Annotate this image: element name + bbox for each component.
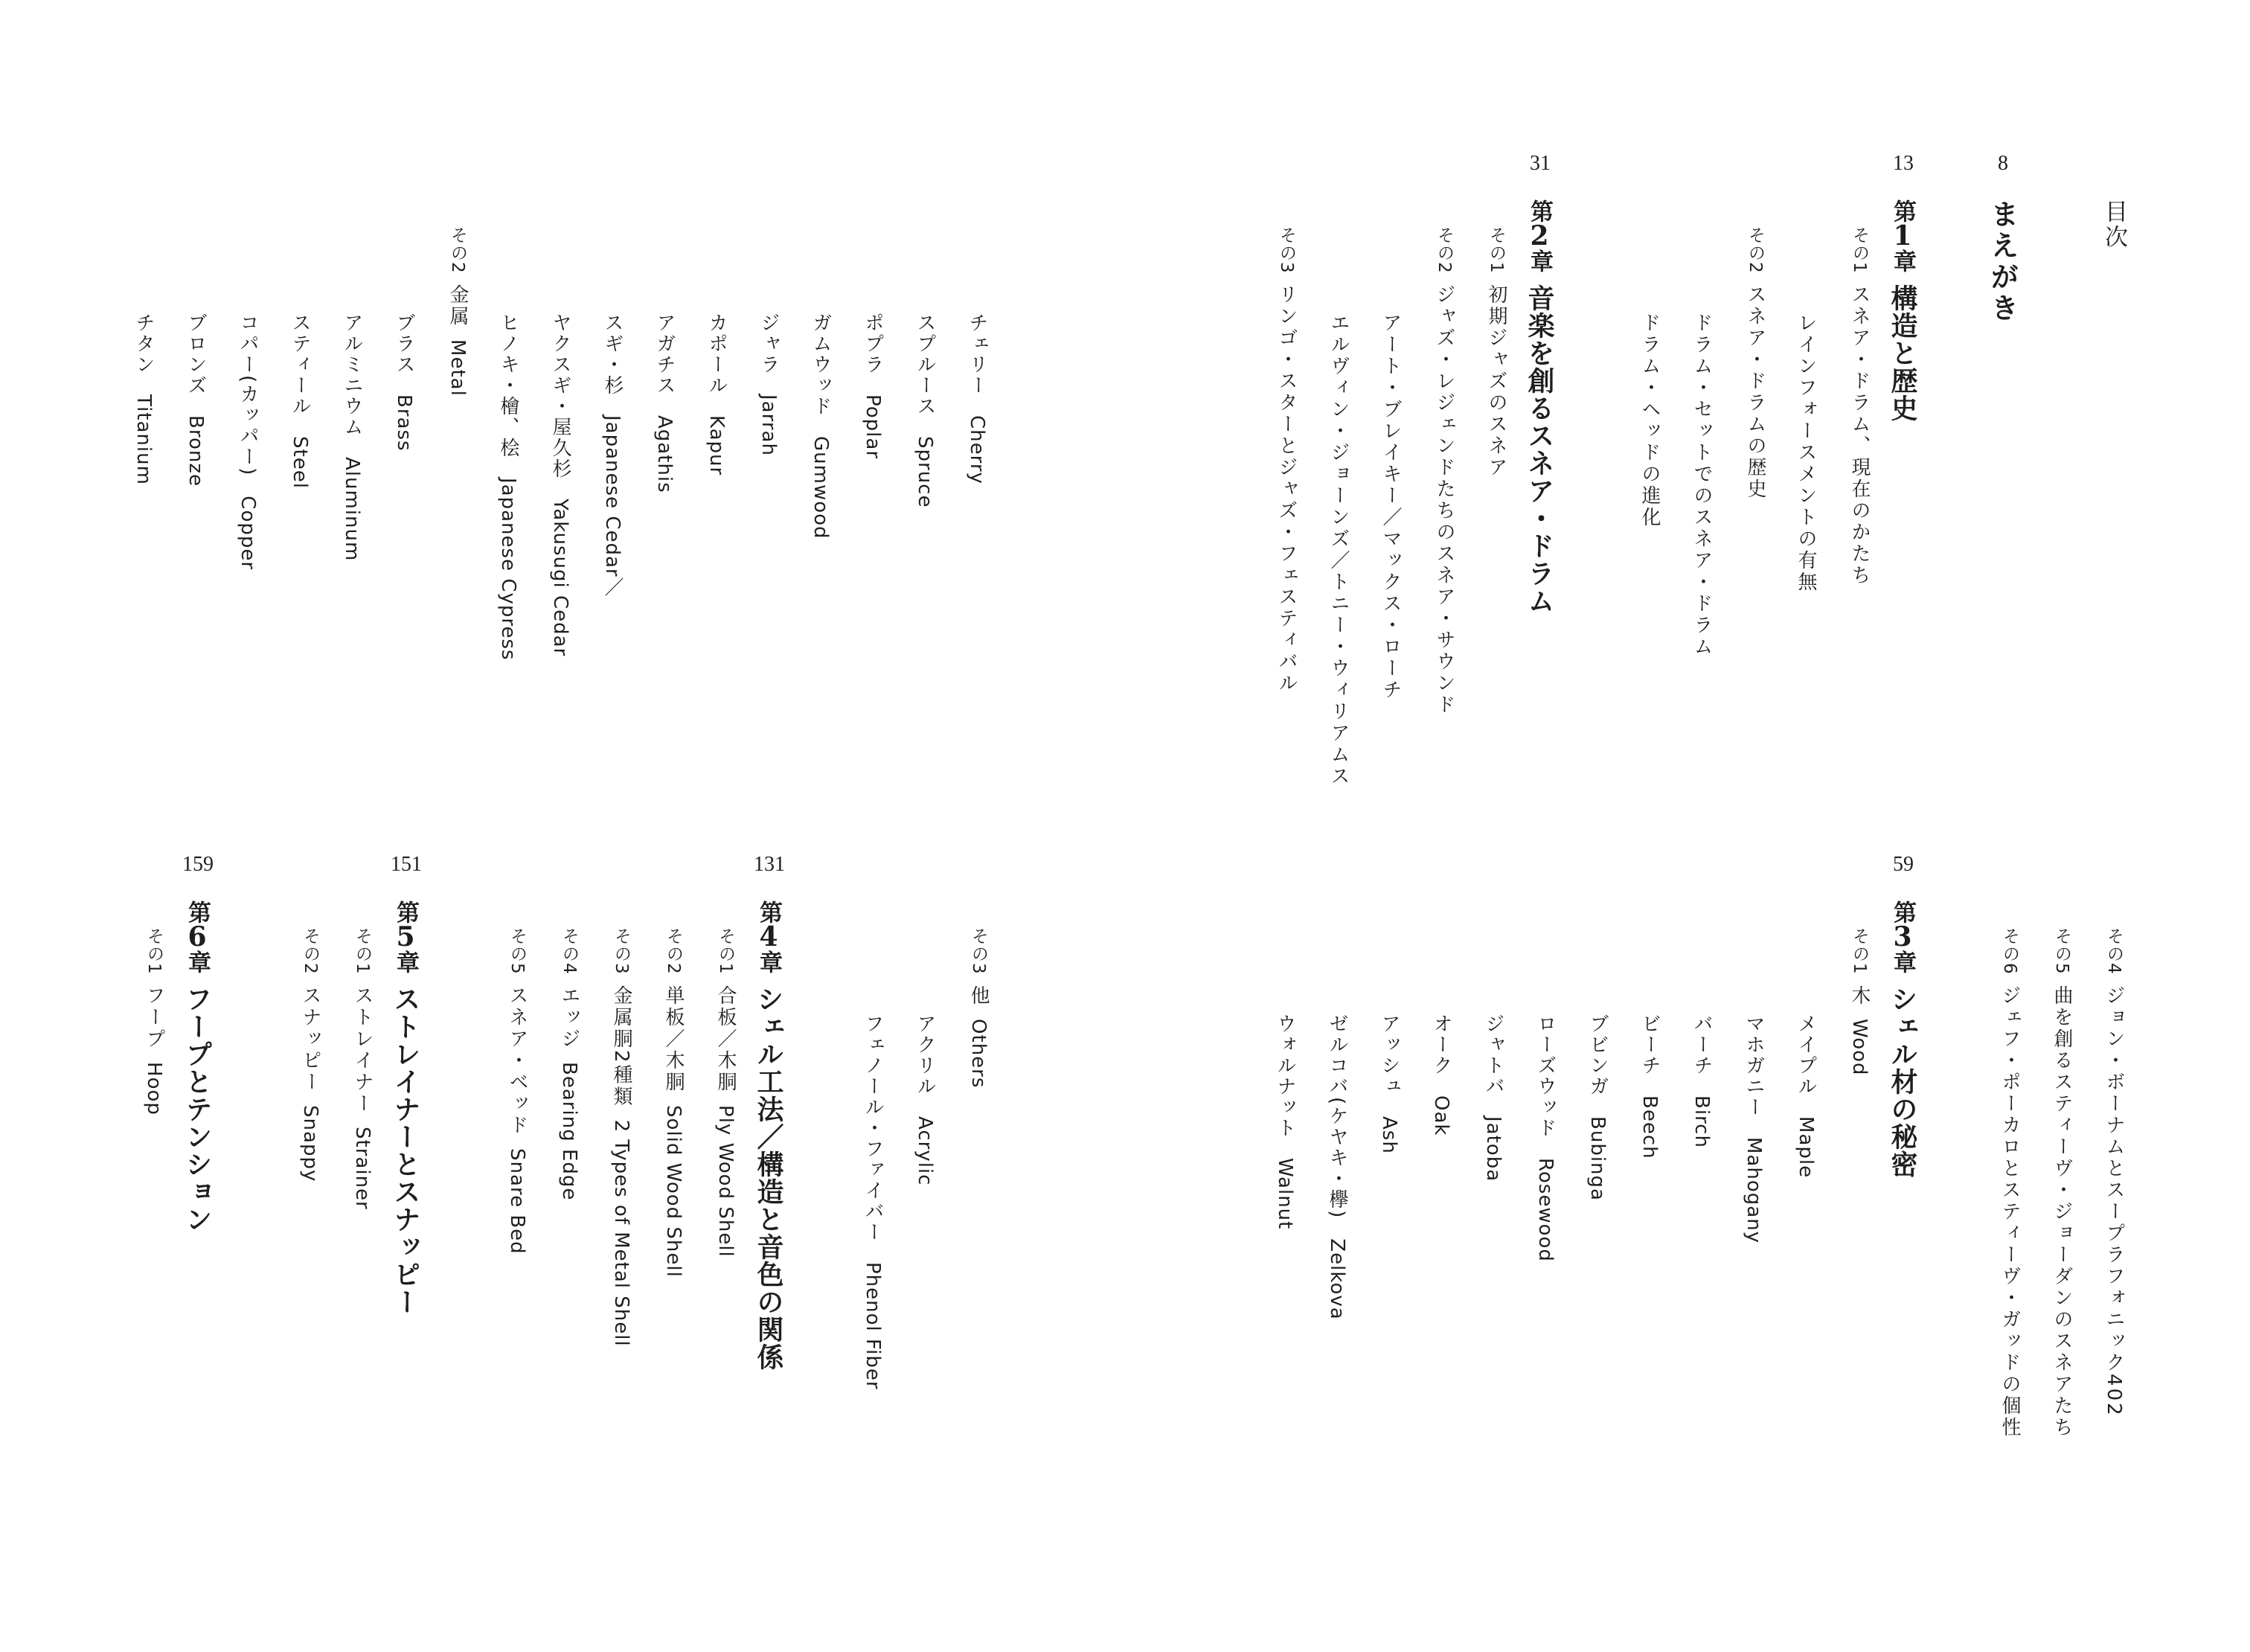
chapter-4-heading: 第4章シェル工法／構造と音色の関係 (753, 900, 784, 1371)
ch3-item-jarrah: ジャラJarrah (757, 313, 780, 456)
ch1-s2-item-1: ドラム・セットでのスネア・ドラム (1690, 313, 1713, 658)
ch2-section-6: その6ジェフ・ポーカロとスティーヴ・ガッドの個性 (1999, 927, 2021, 1439)
page-number-ch4: 131 (754, 853, 785, 876)
ch1-s2-item-2: ドラム・ヘッドの進化 (1638, 313, 1661, 528)
ch3-item-gumwood: ガムウッドGumwood (810, 313, 832, 540)
preface-title: まえがき (1986, 199, 2019, 324)
ch3-section-2: その2金属Metal (446, 226, 469, 397)
chapter-1-heading: 第1章構造と歴史 (1887, 199, 1918, 422)
ch3-item-japanese-cypress: ヒノキ・檜、桧Japanese Cypress (497, 313, 519, 661)
ch3-item-kapur: カポールKapur (705, 313, 728, 476)
ch3-item-oak: オークOak (1430, 1014, 1452, 1136)
ch3-item-birch: バーチBirch (1690, 1014, 1713, 1148)
ch2-s2-item-2: エルヴィン・ジョーンズ／トニー・ウィリアムス (1327, 313, 1350, 787)
ch4-section-5: その5スネア・ベッドSnare Bed (506, 927, 528, 1255)
ch2-section-5: その5曲を創るスティーヴ・ジョーダンのスネアたち (2051, 927, 2073, 1439)
ch3-item-steel: スティールSteel (289, 313, 311, 489)
ch4-section-1: その1合板／木胴Ply Wood Shell (714, 927, 737, 1258)
page-number-ch1: 13 (1893, 152, 1914, 175)
ch3-item-phenol-fiber: フェノール・ファイバーPhenol Fiber (862, 1014, 884, 1390)
ch3-item-rosewood: ローズウッドRosewood (1534, 1014, 1557, 1262)
page-number-ch6: 159 (182, 853, 214, 876)
ch3-item-aluminum: アルミニウムAluminum (341, 313, 363, 562)
ch3-section-1: その1木Wood (1848, 927, 1871, 1076)
ch4-section-2: その2単板／木胴Solid Wood Shell (662, 927, 685, 1278)
ch5-section-1: その1ストレイナーStrainer (351, 927, 374, 1210)
ch3-item-cherry: チェリーCherry (966, 313, 988, 484)
ch3-item-ash: アッシュAsh (1378, 1014, 1400, 1154)
ch3-item-spruce: スプルースSpruce (914, 313, 936, 508)
ch3-item-zelkova: ゼルコバ(ケヤキ・欅)Zelkova (1326, 1014, 1348, 1320)
ch3-item-maple: メイプルMaple (1795, 1014, 1817, 1179)
ch3-item-walnut: ウォルナットWalnut (1274, 1014, 1296, 1230)
ch4-section-4: その4エッジBearing Edge (558, 927, 580, 1201)
ch3-item-bronze: ブロンズBronze (185, 313, 207, 487)
chapter-2-heading: 第2章音楽を創るスネア・ドラム (1524, 199, 1555, 615)
ch3-item-beech: ビーチBeech (1638, 1014, 1661, 1159)
ch3-item-bubinga: ブビンガBubinga (1586, 1014, 1609, 1201)
ch1-s1-item-1: レインフォースメントの有無 (1795, 313, 1817, 593)
ch3-section-3: その3他Others (967, 927, 990, 1089)
chapter-6-heading: 第6章フープとテンション (182, 900, 213, 1233)
chapter-5-title: ストレイナーとスナッピー (390, 985, 421, 1316)
ch2-section-2: その2ジャズ・レジェンドたちのスネア・サウンド (1433, 226, 1455, 717)
ch2-section-3: その3リンゴ・スターとジャズ・フェスティバル (1275, 226, 1298, 695)
ch1-section-1: その1スネア・ドラム、現在のかたち (1848, 226, 1871, 587)
chapter-3-title: シェル材の秘密 (1887, 985, 1918, 1178)
chapter-3-heading: 第3章シェル材の秘密 (1887, 900, 1918, 1178)
ch2-section-4: その4ジョン・ボーナムとスープラフォニック402 (2103, 927, 2125, 1418)
chapter-4-title: シェル工法／構造と音色の関係 (753, 985, 784, 1371)
ch3-item-titanium: チタンTitanium (132, 313, 155, 485)
ch3-item-poplar: ポプラPoplar (862, 313, 884, 460)
ch3-item-mahogany: マホガニーMahogany (1743, 1014, 1765, 1244)
ch5-section-2: その2スナッピーSnappy (299, 927, 321, 1182)
ch2-s2-item-1: アート・ブレイキー／マックス・ローチ (1379, 313, 1402, 701)
ch3-item-yakusugi-cedar: ヤクスギ・屋久杉Yakusugi Cedar (549, 313, 571, 657)
ch3-item-jatoba: ジャトバJatoba (1482, 1014, 1504, 1182)
chapter-5-heading: 第5章ストレイナーとスナッピー (390, 900, 421, 1316)
ch3-item-copper: コパー(カッパー)Copper (237, 313, 259, 571)
page-number-ch3: 59 (1893, 853, 1914, 876)
ch3-item-brass: ブラスBrass (393, 313, 415, 452)
ch3-item-acrylic: アクリルAcrylic (914, 1014, 936, 1186)
ch3-item-agathis: アガチスAgathis (653, 313, 676, 493)
ch1-section-2: その2スネア・ドラムの歴史 (1744, 226, 1766, 501)
chapter-2-title: 音楽を創るスネア・ドラム (1524, 284, 1555, 615)
chapter-1-title: 構造と歴史 (1887, 284, 1918, 422)
chapter-6-title: フープとテンション (182, 985, 213, 1233)
ch2-section-1: その1初期ジャズのスネア (1485, 226, 1507, 479)
page-number-ch2: 31 (1530, 152, 1551, 175)
page-number-ch5: 151 (391, 853, 422, 876)
ch3-item-japanese-cedar: スギ・杉Japanese Cedar／ (601, 313, 624, 598)
page-number-preface: 8 (1998, 152, 2008, 175)
ch6-section-1: その1フープHoop (143, 927, 165, 1115)
toc-title: 目次 (2100, 199, 2127, 250)
ch4-section-3: その3金属胴2種類2 Types of Metal Shell (610, 927, 632, 1347)
